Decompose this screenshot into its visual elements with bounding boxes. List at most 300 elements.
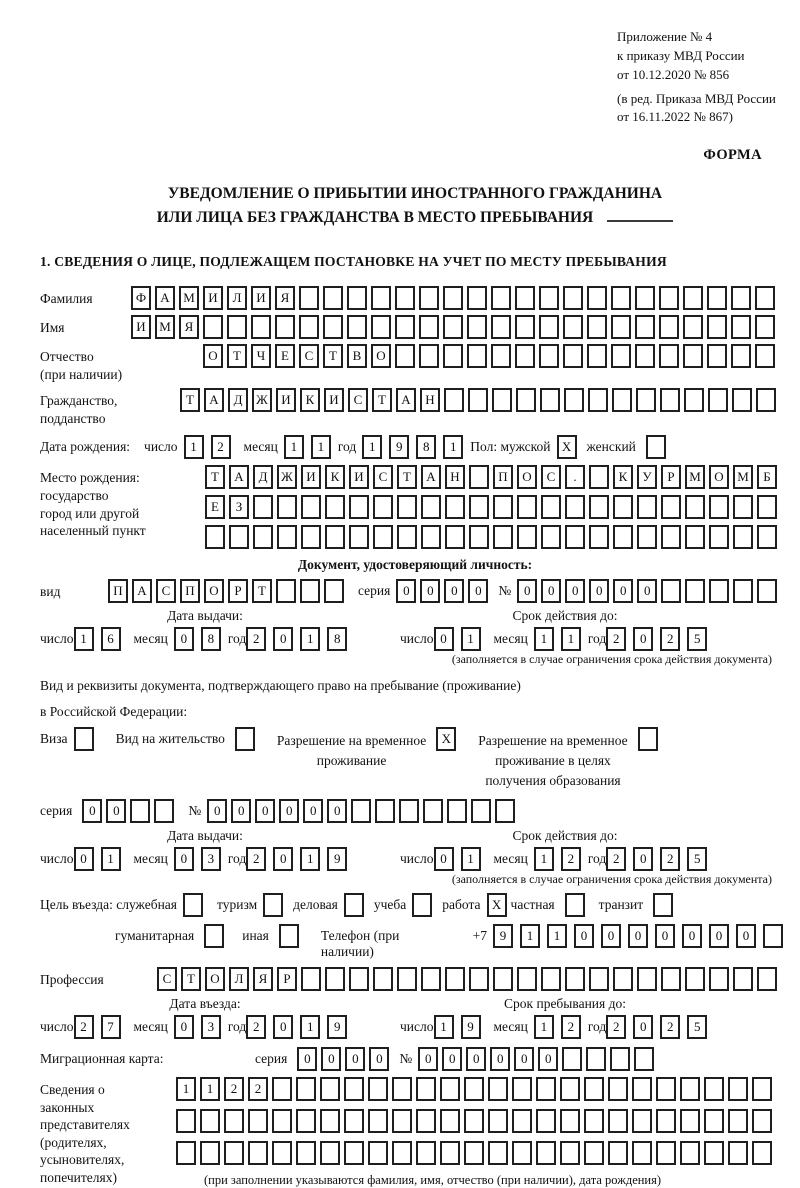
char-cell[interactable]: 3 xyxy=(201,1015,221,1039)
char-cell[interactable] xyxy=(440,1109,460,1133)
char-cell[interactable] xyxy=(685,525,705,549)
birth-year-cells[interactable] xyxy=(362,435,470,459)
permit-expiry-day[interactable] xyxy=(434,847,488,871)
char-cell[interactable] xyxy=(203,315,223,339)
char-cell[interactable] xyxy=(464,1141,484,1165)
char-cell[interactable]: 0 xyxy=(321,1047,341,1071)
residence-permit-checkbox[interactable] xyxy=(235,727,259,751)
char-cell[interactable]: П xyxy=(108,579,128,603)
char-cell[interactable]: И xyxy=(349,465,369,489)
char-cell[interactable] xyxy=(587,344,607,368)
char-cell[interactable]: Р xyxy=(661,465,681,489)
char-cell[interactable] xyxy=(248,1109,268,1133)
char-cell[interactable]: 0 xyxy=(490,1047,510,1071)
char-cell[interactable] xyxy=(541,967,561,991)
char-cell[interactable]: С xyxy=(541,465,561,489)
char-cell[interactable] xyxy=(733,495,753,519)
char-cell[interactable] xyxy=(275,315,295,339)
entry-day[interactable] xyxy=(74,1015,128,1039)
char-cell[interactable] xyxy=(183,893,203,917)
doc-expiry-year[interactable] xyxy=(606,627,714,651)
char-cell[interactable] xyxy=(444,388,464,412)
char-cell[interactable] xyxy=(371,286,391,310)
sex-male-checkbox[interactable] xyxy=(557,435,581,459)
permit-issue-day[interactable] xyxy=(74,847,128,871)
char-cell[interactable] xyxy=(440,1141,460,1165)
char-cell[interactable] xyxy=(154,799,174,823)
char-cell[interactable] xyxy=(253,525,273,549)
phone-cells[interactable] xyxy=(493,924,790,948)
char-cell[interactable]: 0 xyxy=(174,1015,194,1039)
char-cell[interactable] xyxy=(660,388,680,412)
doc-type-cells[interactable] xyxy=(108,579,348,603)
char-cell[interactable]: 0 xyxy=(82,799,102,823)
char-cell[interactable] xyxy=(539,315,559,339)
char-cell[interactable] xyxy=(491,286,511,310)
char-cell[interactable] xyxy=(445,967,465,991)
sex-female-checkbox[interactable] xyxy=(646,435,670,459)
char-cell[interactable]: 0 xyxy=(418,1047,438,1071)
char-cell[interactable]: 0 xyxy=(420,579,440,603)
char-cell[interactable]: 0 xyxy=(589,579,609,603)
char-cell[interactable] xyxy=(277,495,297,519)
char-cell[interactable]: 1 xyxy=(461,627,481,651)
char-cell[interactable] xyxy=(646,435,666,459)
char-cell[interactable] xyxy=(587,286,607,310)
char-cell[interactable] xyxy=(586,1047,606,1071)
char-cell[interactable]: А xyxy=(229,465,249,489)
doc-expiry-day[interactable] xyxy=(434,627,488,651)
char-cell[interactable]: 2 xyxy=(74,1015,94,1039)
char-cell[interactable] xyxy=(757,967,777,991)
birthplace-row2-cells[interactable] xyxy=(205,495,781,519)
char-cell[interactable]: 0 xyxy=(434,627,454,651)
char-cell[interactable]: 0 xyxy=(574,924,594,948)
permit-issue-year[interactable] xyxy=(246,847,354,871)
char-cell[interactable]: 1 xyxy=(284,435,304,459)
char-cell[interactable] xyxy=(176,1141,196,1165)
char-cell[interactable] xyxy=(637,525,657,549)
char-cell[interactable] xyxy=(536,1109,556,1133)
char-cell[interactable]: 2 xyxy=(561,1015,581,1039)
char-cell[interactable] xyxy=(349,967,369,991)
char-cell[interactable] xyxy=(563,344,583,368)
char-cell[interactable] xyxy=(512,1109,532,1133)
char-cell[interactable]: 1 xyxy=(534,847,554,871)
char-cell[interactable] xyxy=(347,315,367,339)
char-cell[interactable]: Р xyxy=(277,967,297,991)
char-cell[interactable] xyxy=(536,1141,556,1165)
char-cell[interactable]: И xyxy=(301,465,321,489)
doc-issue-year[interactable] xyxy=(246,627,354,651)
char-cell[interactable]: 0 xyxy=(633,627,653,651)
char-cell[interactable] xyxy=(632,1141,652,1165)
char-cell[interactable] xyxy=(397,495,417,519)
char-cell[interactable] xyxy=(752,1141,772,1165)
char-cell[interactable]: 0 xyxy=(709,924,729,948)
char-cell[interactable] xyxy=(392,1077,412,1101)
char-cell[interactable] xyxy=(253,495,273,519)
char-cell[interactable] xyxy=(299,315,319,339)
char-cell[interactable] xyxy=(467,286,487,310)
char-cell[interactable]: 1 xyxy=(534,1015,554,1039)
char-cell[interactable] xyxy=(752,1109,772,1133)
char-cell[interactable] xyxy=(685,495,705,519)
char-cell[interactable] xyxy=(324,579,344,603)
char-cell[interactable] xyxy=(560,1109,580,1133)
char-cell[interactable] xyxy=(419,315,439,339)
char-cell[interactable] xyxy=(656,1109,676,1133)
char-cell[interactable] xyxy=(368,1141,388,1165)
char-cell[interactable] xyxy=(684,388,704,412)
char-cell[interactable] xyxy=(709,525,729,549)
char-cell[interactable]: X xyxy=(436,727,456,751)
char-cell[interactable] xyxy=(613,495,633,519)
char-cell[interactable] xyxy=(709,495,729,519)
char-cell[interactable] xyxy=(732,388,752,412)
char-cell[interactable] xyxy=(757,525,777,549)
char-cell[interactable]: 1 xyxy=(311,435,331,459)
char-cell[interactable] xyxy=(412,893,432,917)
char-cell[interactable] xyxy=(541,525,561,549)
char-cell[interactable]: X xyxy=(557,435,577,459)
char-cell[interactable]: Р xyxy=(228,579,248,603)
char-cell[interactable] xyxy=(227,315,247,339)
stay-month[interactable] xyxy=(534,1015,588,1039)
stay-day[interactable] xyxy=(434,1015,488,1039)
char-cell[interactable]: 2 xyxy=(248,1077,268,1101)
char-cell[interactable]: 2 xyxy=(246,1015,266,1039)
char-cell[interactable]: Б xyxy=(757,465,777,489)
char-cell[interactable] xyxy=(584,1109,604,1133)
char-cell[interactable] xyxy=(635,344,655,368)
char-cell[interactable]: X xyxy=(487,893,507,917)
char-cell[interactable]: А xyxy=(421,465,441,489)
char-cell[interactable] xyxy=(560,1141,580,1165)
char-cell[interactable]: 0 xyxy=(565,579,585,603)
char-cell[interactable] xyxy=(395,344,415,368)
char-cell[interactable] xyxy=(493,967,513,991)
char-cell[interactable] xyxy=(659,344,679,368)
char-cell[interactable] xyxy=(392,1141,412,1165)
char-cell[interactable]: П xyxy=(493,465,513,489)
char-cell[interactable] xyxy=(325,967,345,991)
char-cell[interactable]: 0 xyxy=(174,847,194,871)
char-cell[interactable]: 0 xyxy=(444,579,464,603)
char-cell[interactable]: И xyxy=(251,286,271,310)
char-cell[interactable]: 9 xyxy=(327,847,347,871)
char-cell[interactable] xyxy=(515,286,535,310)
char-cell[interactable] xyxy=(704,1077,724,1101)
char-cell[interactable]: 2 xyxy=(224,1077,244,1101)
char-cell[interactable] xyxy=(443,286,463,310)
char-cell[interactable] xyxy=(325,525,345,549)
char-cell[interactable]: Т xyxy=(181,967,201,991)
char-cell[interactable]: Д xyxy=(253,465,273,489)
char-cell[interactable] xyxy=(205,525,225,549)
char-cell[interactable] xyxy=(74,727,94,751)
char-cell[interactable]: С xyxy=(348,388,368,412)
char-cell[interactable]: 0 xyxy=(613,579,633,603)
char-cell[interactable]: Т xyxy=(323,344,343,368)
char-cell[interactable] xyxy=(608,1109,628,1133)
char-cell[interactable]: 1 xyxy=(547,924,567,948)
char-cell[interactable]: К xyxy=(325,465,345,489)
char-cell[interactable] xyxy=(471,799,491,823)
char-cell[interactable]: 0 xyxy=(655,924,675,948)
citizenship-cells[interactable] xyxy=(180,388,780,412)
purpose-official-checkbox[interactable] xyxy=(183,893,207,917)
char-cell[interactable]: 0 xyxy=(637,579,657,603)
char-cell[interactable] xyxy=(488,1141,508,1165)
char-cell[interactable] xyxy=(656,1077,676,1101)
char-cell[interactable] xyxy=(637,495,657,519)
char-cell[interactable] xyxy=(728,1141,748,1165)
char-cell[interactable] xyxy=(421,495,441,519)
char-cell[interactable]: 0 xyxy=(633,847,653,871)
char-cell[interactable]: 1 xyxy=(461,847,481,871)
char-cell[interactable]: 0 xyxy=(174,627,194,651)
char-cell[interactable] xyxy=(301,525,321,549)
char-cell[interactable] xyxy=(661,967,681,991)
char-cell[interactable]: Ж xyxy=(277,465,297,489)
char-cell[interactable]: 0 xyxy=(514,1047,534,1071)
purpose-tourism-checkbox[interactable] xyxy=(263,893,287,917)
char-cell[interactable] xyxy=(683,344,703,368)
char-cell[interactable]: 2 xyxy=(246,847,266,871)
char-cell[interactable] xyxy=(659,315,679,339)
char-cell[interactable] xyxy=(351,799,371,823)
char-cell[interactable] xyxy=(588,388,608,412)
char-cell[interactable] xyxy=(634,1047,654,1071)
char-cell[interactable]: П xyxy=(180,579,200,603)
char-cell[interactable]: М xyxy=(685,465,705,489)
char-cell[interactable]: А xyxy=(155,286,175,310)
char-cell[interactable] xyxy=(416,1109,436,1133)
permit-number-cells[interactable] xyxy=(207,799,519,823)
char-cell[interactable] xyxy=(440,1077,460,1101)
char-cell[interactable]: В xyxy=(347,344,367,368)
char-cell[interactable]: 0 xyxy=(231,799,251,823)
char-cell[interactable] xyxy=(685,579,705,603)
char-cell[interactable] xyxy=(611,344,631,368)
char-cell[interactable] xyxy=(517,525,537,549)
char-cell[interactable]: Т xyxy=(180,388,200,412)
char-cell[interactable]: Т xyxy=(252,579,272,603)
char-cell[interactable] xyxy=(661,579,681,603)
char-cell[interactable]: 1 xyxy=(200,1077,220,1101)
permit-expiry-month[interactable] xyxy=(534,847,588,871)
birth-month-cells[interactable] xyxy=(284,435,338,459)
char-cell[interactable]: 9 xyxy=(327,1015,347,1039)
char-cell[interactable]: 0 xyxy=(255,799,275,823)
char-cell[interactable] xyxy=(756,388,776,412)
char-cell[interactable] xyxy=(680,1109,700,1133)
char-cell[interactable] xyxy=(661,495,681,519)
char-cell[interactable] xyxy=(344,1141,364,1165)
char-cell[interactable]: 1 xyxy=(176,1077,196,1101)
permit-expiry-year[interactable] xyxy=(606,847,714,871)
char-cell[interactable] xyxy=(608,1141,628,1165)
char-cell[interactable] xyxy=(707,344,727,368)
char-cell[interactable]: 0 xyxy=(207,799,227,823)
char-cell[interactable]: 0 xyxy=(736,924,756,948)
char-cell[interactable] xyxy=(728,1077,748,1101)
char-cell[interactable] xyxy=(395,286,415,310)
char-cell[interactable]: 1 xyxy=(300,627,320,651)
char-cell[interactable]: 0 xyxy=(633,1015,653,1039)
char-cell[interactable]: 0 xyxy=(345,1047,365,1071)
char-cell[interactable] xyxy=(728,1109,748,1133)
doc-number-cells[interactable] xyxy=(517,579,781,603)
char-cell[interactable]: 9 xyxy=(461,1015,481,1039)
doc-issue-month[interactable] xyxy=(174,627,228,651)
char-cell[interactable] xyxy=(301,495,321,519)
char-cell[interactable] xyxy=(468,388,488,412)
char-cell[interactable]: 6 xyxy=(101,627,121,651)
char-cell[interactable]: Л xyxy=(227,286,247,310)
char-cell[interactable] xyxy=(421,967,441,991)
char-cell[interactable] xyxy=(323,315,343,339)
char-cell[interactable]: 3 xyxy=(201,847,221,871)
char-cell[interactable] xyxy=(560,1077,580,1101)
char-cell[interactable]: 8 xyxy=(416,435,436,459)
char-cell[interactable] xyxy=(661,525,681,549)
char-cell[interactable]: 1 xyxy=(520,924,540,948)
mig-number-cells[interactable] xyxy=(418,1047,658,1071)
char-cell[interactable] xyxy=(495,799,515,823)
char-cell[interactable] xyxy=(517,495,537,519)
char-cell[interactable] xyxy=(397,525,417,549)
char-cell[interactable] xyxy=(204,924,224,948)
char-cell[interactable]: 1 xyxy=(362,435,382,459)
char-cell[interactable]: 1 xyxy=(74,627,94,651)
char-cell[interactable] xyxy=(399,799,419,823)
char-cell[interactable] xyxy=(637,967,657,991)
representatives-row2-cells[interactable] xyxy=(176,1109,776,1133)
char-cell[interactable]: 0 xyxy=(106,799,126,823)
char-cell[interactable] xyxy=(368,1077,388,1101)
char-cell[interactable]: О xyxy=(517,465,537,489)
char-cell[interactable] xyxy=(320,1109,340,1133)
char-cell[interactable] xyxy=(638,727,658,751)
char-cell[interactable] xyxy=(752,1077,772,1101)
profession-cells[interactable] xyxy=(157,967,781,991)
char-cell[interactable]: 0 xyxy=(517,579,537,603)
char-cell[interactable] xyxy=(469,967,489,991)
char-cell[interactable] xyxy=(443,344,463,368)
doc-seria-cells[interactable] xyxy=(396,579,492,603)
char-cell[interactable] xyxy=(636,388,656,412)
char-cell[interactable] xyxy=(608,1077,628,1101)
char-cell[interactable] xyxy=(371,315,391,339)
char-cell[interactable] xyxy=(488,1109,508,1133)
char-cell[interactable]: 2 xyxy=(246,627,266,651)
char-cell[interactable]: О xyxy=(205,967,225,991)
char-cell[interactable] xyxy=(563,286,583,310)
char-cell[interactable] xyxy=(632,1077,652,1101)
char-cell[interactable] xyxy=(320,1077,340,1101)
char-cell[interactable]: Е xyxy=(205,495,225,519)
char-cell[interactable] xyxy=(323,286,343,310)
char-cell[interactable] xyxy=(613,967,633,991)
char-cell[interactable] xyxy=(469,465,489,489)
char-cell[interactable]: 0 xyxy=(369,1047,389,1071)
char-cell[interactable] xyxy=(300,579,320,603)
char-cell[interactable]: . xyxy=(565,465,585,489)
char-cell[interactable] xyxy=(419,344,439,368)
char-cell[interactable] xyxy=(200,1109,220,1133)
char-cell[interactable] xyxy=(224,1141,244,1165)
char-cell[interactable] xyxy=(375,799,395,823)
char-cell[interactable]: А xyxy=(396,388,416,412)
char-cell[interactable] xyxy=(565,525,585,549)
char-cell[interactable]: О xyxy=(371,344,391,368)
purpose-private-checkbox[interactable] xyxy=(565,893,589,917)
char-cell[interactable]: С xyxy=(157,967,177,991)
char-cell[interactable] xyxy=(469,495,489,519)
char-cell[interactable] xyxy=(130,799,150,823)
char-cell[interactable] xyxy=(276,579,296,603)
char-cell[interactable]: 1 xyxy=(434,1015,454,1039)
permit-seria-cells[interactable] xyxy=(82,799,178,823)
char-cell[interactable]: 0 xyxy=(434,847,454,871)
char-cell[interactable]: О xyxy=(204,579,224,603)
char-cell[interactable]: 5 xyxy=(687,627,707,651)
char-cell[interactable]: 1 xyxy=(561,627,581,651)
char-cell[interactable] xyxy=(251,315,271,339)
temp-residence-edu-checkbox[interactable] xyxy=(638,727,662,751)
char-cell[interactable] xyxy=(272,1077,292,1101)
purpose-humanitarian-checkbox[interactable] xyxy=(204,924,228,948)
char-cell[interactable]: 0 xyxy=(601,924,621,948)
char-cell[interactable] xyxy=(704,1141,724,1165)
char-cell[interactable] xyxy=(611,286,631,310)
char-cell[interactable] xyxy=(492,388,512,412)
char-cell[interactable] xyxy=(755,344,775,368)
char-cell[interactable] xyxy=(344,1109,364,1133)
char-cell[interactable]: 0 xyxy=(273,1015,293,1039)
char-cell[interactable] xyxy=(536,1077,556,1101)
char-cell[interactable]: 2 xyxy=(606,1015,626,1039)
char-cell[interactable] xyxy=(562,1047,582,1071)
char-cell[interactable]: 0 xyxy=(327,799,347,823)
char-cell[interactable]: У xyxy=(637,465,657,489)
char-cell[interactable]: 2 xyxy=(660,847,680,871)
char-cell[interactable] xyxy=(445,495,465,519)
char-cell[interactable] xyxy=(708,388,728,412)
char-cell[interactable]: Н xyxy=(420,388,440,412)
char-cell[interactable] xyxy=(248,1141,268,1165)
char-cell[interactable] xyxy=(344,1077,364,1101)
char-cell[interactable] xyxy=(443,315,463,339)
char-cell[interactable] xyxy=(325,495,345,519)
char-cell[interactable] xyxy=(632,1109,652,1133)
char-cell[interactable] xyxy=(589,495,609,519)
char-cell[interactable]: Т xyxy=(205,465,225,489)
char-cell[interactable] xyxy=(277,525,297,549)
char-cell[interactable] xyxy=(296,1141,316,1165)
char-cell[interactable]: 0 xyxy=(538,1047,558,1071)
char-cell[interactable] xyxy=(464,1109,484,1133)
char-cell[interactable]: Ч xyxy=(251,344,271,368)
char-cell[interactable] xyxy=(589,967,609,991)
char-cell[interactable]: 2 xyxy=(211,435,231,459)
char-cell[interactable] xyxy=(263,893,283,917)
purpose-business-checkbox[interactable] xyxy=(344,893,368,917)
purpose-work-checkbox[interactable] xyxy=(487,893,511,917)
name-cells[interactable] xyxy=(131,315,779,339)
